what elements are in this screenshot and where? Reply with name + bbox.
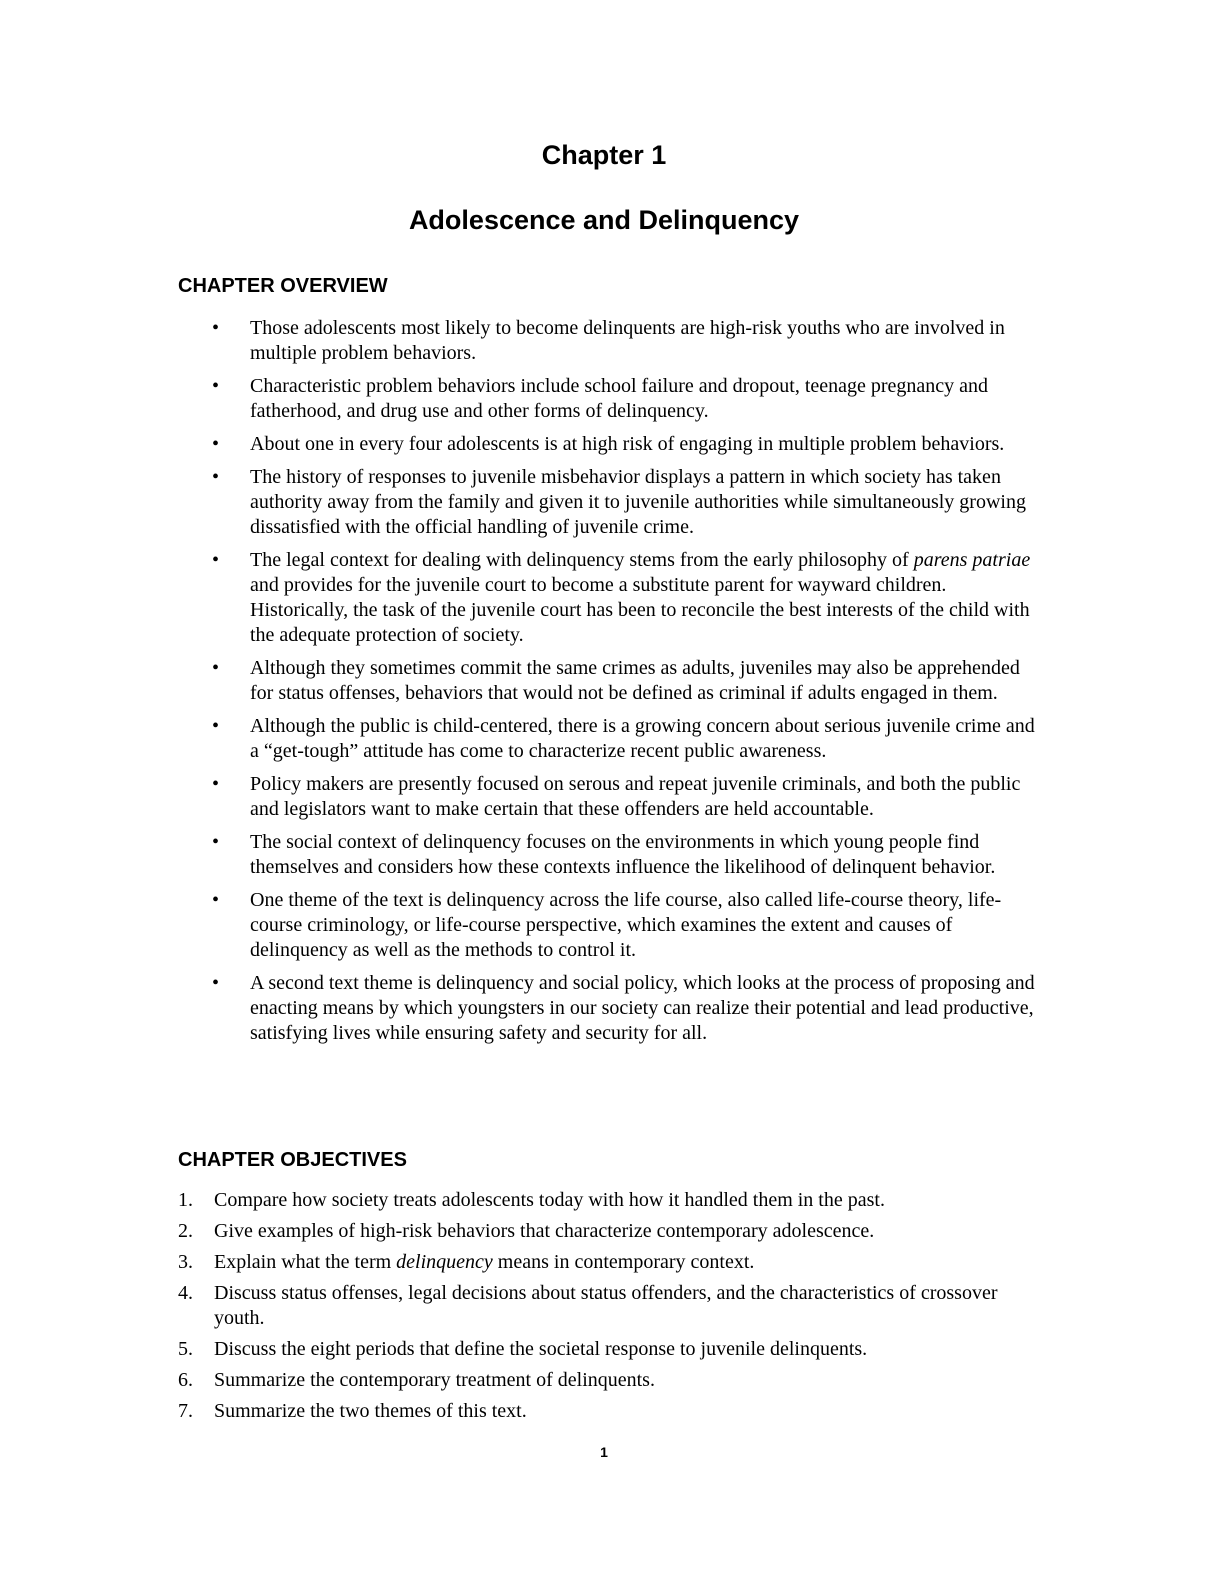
text-segment: The history of responses to juvenile misbehavior displays a pattern in which society has taken authority away from the family and given it to juvenile authorities while simultaneously growing dissatisfied with the official handling of juvenile crime. [250,466,1026,538]
objective-item [178,1250,1038,1275]
objective-number: 7. [178,1400,193,1422]
overview-heading: CHAPTER OVERVIEW [178,275,388,297]
text-segment: A second text theme is delinquency and social policy, which looks at the process of proposing and enacting means by which youngsters in our society can realize their potential and lead productive, satisfying lives while ensuring safety and security for all. [250,972,1035,1044]
bullet-icon: • [212,375,220,397]
objective-item [178,1281,1038,1331]
objective-number: 6. [178,1369,193,1391]
overview-item [178,432,1048,457]
overview-item [178,465,1048,540]
bullet-icon: • [212,715,220,737]
text-segment: Summarize the contemporary treatment of delinquents. [214,1369,655,1391]
text-segment: Those adolescents most likely to become delinquents are high-risk youths who are involved in multiple problem behaviors. [250,317,1005,364]
overview-list [178,316,1048,1054]
objective-number: 5. [178,1338,193,1360]
bullet-icon: • [212,889,220,911]
text-segment: Compare how society treats adolescents today with how it handled them in the past. [214,1189,885,1211]
bullet-icon: • [212,773,220,795]
text-segment: The legal context for dealing with delinquency stems from the early philosophy of [250,549,914,571]
bullet-icon: • [212,657,220,679]
text-segment: Discuss the eight periods that define the societal response to juvenile delinquents. [214,1338,868,1360]
objective-number: 4. [178,1282,193,1304]
chapter-title: Adolescence and Delinquency [408,205,800,235]
objective-item [178,1368,1038,1393]
objective-number: 2. [178,1220,193,1242]
text-segment: Although they sometimes commit the same crimes as adults, juveniles may also be apprehended for status offenses, behaviors that would not be defined as criminal if adults engaged in them. [250,657,1020,704]
text-segment: Summarize the two themes of this text. [214,1400,527,1422]
objectives-heading: CHAPTER OBJECTIVES [178,1149,407,1171]
objective-item [178,1399,1038,1424]
objective-item [178,1219,1038,1244]
overview-item [178,971,1048,1046]
bullet-icon: • [212,433,220,455]
overview-item [178,772,1048,822]
chapter-number: Chapter 1 [541,140,667,170]
bullet-icon: • [212,466,220,488]
italic-term: delinquency [396,1251,493,1273]
text-segment: Explain what the term [214,1251,397,1273]
bullet-icon: • [212,317,220,339]
objective-item [178,1188,1038,1213]
overview-item [178,830,1048,880]
text-segment: Policy makers are presently focused on serous and repeat juvenile criminals, and both the public and legislators want to make certain that these offenders are held accountable. [250,773,1021,820]
overview-item [178,656,1048,706]
objective-item [178,1337,1038,1362]
overview-item [178,714,1048,764]
text-segment: One theme of the text is delinquency across the life course, also called life-course theory, life-course criminology, or life-course perspective, which examines the extent and causes of delinquency as well as the methods to control it. [250,889,1002,961]
overview-item [178,888,1048,963]
text-segment: About one in every four adolescents is at high risk of engaging in multiple problem behaviors. [250,433,1005,455]
objective-number: 1. [178,1189,193,1211]
text-segment: Characteristic problem behaviors include school failure and dropout, teenage pregnancy and fatherhood, and drug use and other forms of delinquency. [250,375,989,422]
overview-item [178,548,1048,648]
text-segment: Give examples of high-risk behaviors that characterize contemporary adolescence. [214,1220,875,1242]
text-segment: and provides for the juvenile court to become a substitute parent for wayward children. Historically, the task of the juvenile court has been to reconcile the best interests of the child with the adequate protection of society. [250,574,1030,646]
bullet-icon: • [212,549,220,571]
overview-item [178,316,1048,366]
overview-item [178,374,1048,424]
text-segment: Discuss status offenses, legal decisions about status offenders, and the characteristics of crossover youth. [214,1282,998,1329]
text-segment: Although the public is child-centered, there is a growing concern about serious juvenile crime and a “get-tough” attitude has come to characterize recent public awareness. [250,715,1035,762]
text-segment: means in contemporary context. [492,1251,755,1273]
italic-term: parens patriae [913,549,1031,571]
bullet-icon: • [212,831,220,853]
bullet-icon: • [212,972,220,994]
page-number: 1 [600,1444,608,1460]
objectives-list [178,1188,1038,1430]
objective-number: 3. [178,1251,193,1273]
text-segment: The social context of delinquency focuses on the environments in which young people find themselves and considers how these contexts influence the likelihood of delinquent behavior. [250,831,996,878]
